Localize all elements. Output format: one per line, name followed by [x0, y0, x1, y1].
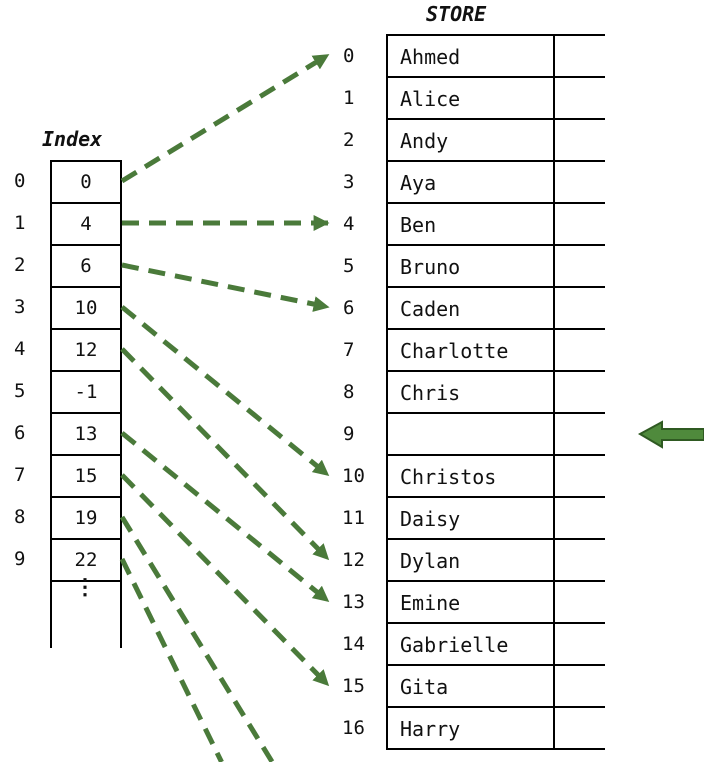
- pointer-arrow: [122, 559, 222, 762]
- store-position-label: 1: [343, 87, 355, 109]
- index-cell: 12: [50, 328, 122, 372]
- index-position-label: 0: [14, 170, 26, 192]
- store-name-cell: Chris: [386, 370, 555, 414]
- index-position-label: 3: [14, 296, 26, 318]
- store-position-label: 7: [343, 339, 355, 361]
- index-cell: 19: [50, 496, 122, 540]
- index-position-label: 8: [14, 506, 26, 528]
- index-position-label: 7: [14, 464, 26, 486]
- index-title: Index: [42, 127, 103, 151]
- store-title: STORE: [426, 2, 487, 26]
- store-name-cell: Ahmed: [386, 34, 555, 78]
- index-cell: 15: [50, 454, 122, 498]
- store-position-label: 5: [343, 255, 355, 277]
- index-cell: 6: [50, 244, 122, 288]
- store-position-label: 3: [343, 171, 355, 193]
- store-name-cell: Caden: [386, 286, 555, 330]
- index-cell: 4: [50, 202, 122, 246]
- store-name-cell: Charlotte: [386, 328, 555, 372]
- index-position-label: 1: [14, 212, 26, 234]
- store-position-label: 8: [343, 381, 355, 403]
- index-position-label: 6: [14, 422, 26, 444]
- store-name-cell: Andy: [386, 118, 555, 162]
- store-position-label: 16: [342, 717, 365, 739]
- pointer-arrow: [122, 433, 328, 601]
- pointer-arrow: [122, 349, 328, 559]
- store-position-label: 13: [342, 591, 365, 613]
- index-position-label: 2: [14, 254, 26, 276]
- store-position-label: 14: [342, 633, 365, 655]
- store-name-cell: Daisy: [386, 496, 555, 540]
- index-cell: 10: [50, 286, 122, 330]
- index-position-label: 5: [14, 380, 26, 402]
- store-name-cell: Dylan: [386, 538, 555, 582]
- store-position-label: 9: [343, 423, 355, 445]
- pointer-arrow: [122, 475, 328, 685]
- store-name-cell: Ben: [386, 202, 555, 246]
- store-name-cell: Christos: [386, 454, 555, 498]
- store-position-label: 15: [342, 675, 365, 697]
- pointer-left-icon: [640, 422, 704, 447]
- pointer-arrow: [122, 307, 328, 475]
- store-position-label: 11: [342, 507, 365, 529]
- index-cell: 22: [50, 538, 122, 582]
- store-position-label: 10: [342, 465, 365, 487]
- pointer-arrow: [122, 55, 328, 181]
- store-position-label: 12: [342, 549, 365, 571]
- store-position-label: 2: [343, 129, 355, 151]
- index-continuation-dots: ⋮: [74, 575, 96, 600]
- index-cell: 13: [50, 412, 122, 456]
- index-position-label: 4: [14, 338, 26, 360]
- index-position-label: 9: [14, 548, 26, 570]
- store-position-label: 6: [343, 297, 355, 319]
- store-position-label: 0: [343, 45, 355, 67]
- store-position-label: 4: [343, 213, 355, 235]
- store-name-cell: Gabrielle: [386, 622, 555, 666]
- index-cell: 0: [50, 160, 122, 204]
- store-name-cell: Alice: [386, 76, 555, 120]
- pointer-arrow: [122, 265, 328, 307]
- index-cell: -1: [50, 370, 122, 414]
- store-name-cell: Bruno: [386, 244, 555, 288]
- store-name-cell: Emine: [386, 580, 555, 624]
- store-name-cell: Aya: [386, 160, 555, 204]
- store-name-cell: Harry: [386, 706, 555, 750]
- store-name-cell: Gita: [386, 664, 555, 708]
